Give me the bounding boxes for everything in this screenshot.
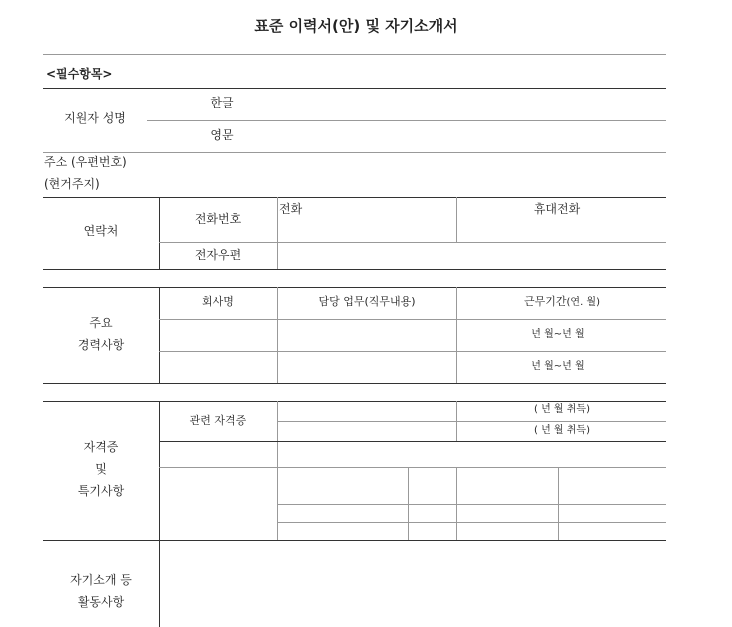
- divider: [43, 88, 666, 89]
- career-company-input[interactable]: [163, 324, 273, 346]
- cert-acquired-date: ( 년 월 취득): [534, 404, 590, 415]
- divider: [43, 401, 666, 402]
- career-period: 년 월~년 월: [531, 361, 585, 372]
- page-title: 표준 이력서(안) 및 자기소개서: [254, 17, 458, 35]
- company-header: 회사명: [202, 295, 234, 308]
- career-company-input[interactable]: [163, 356, 273, 378]
- divider: [43, 197, 666, 198]
- cert-acquired-date: ( 년 월 취득): [534, 425, 590, 436]
- address-sub-label: (현거주지): [44, 177, 100, 191]
- period-header: [524, 296, 600, 308]
- divider: [277, 197, 278, 269]
- career-duty-input[interactable]: [281, 324, 451, 346]
- divider: [277, 287, 278, 383]
- divider: [159, 197, 160, 269]
- section-required-heading: <필수항목>: [46, 67, 113, 81]
- divider: [43, 540, 666, 541]
- self-intro-label-line1: 자기소개 등: [70, 573, 132, 587]
- career-duty-input[interactable]: [281, 356, 451, 378]
- english-name-label: 영문: [210, 128, 234, 142]
- period-unit: (연. 월): [566, 297, 600, 308]
- divider: [159, 351, 666, 352]
- divider: [43, 152, 666, 153]
- divider: [277, 504, 666, 505]
- divider: [277, 522, 666, 523]
- phone-input[interactable]: [280, 219, 450, 239]
- divider: [159, 540, 160, 627]
- self-intro-label-line2: 활동사항: [77, 595, 125, 609]
- divider: [159, 287, 160, 383]
- divider: [159, 319, 666, 320]
- qualification-label-line1: 자격증: [83, 440, 119, 454]
- career-label-line2: 경력사항: [77, 338, 125, 352]
- cert-name-input[interactable]: [281, 424, 451, 440]
- divider: [159, 467, 666, 468]
- career-period: 년 월~년 월: [531, 329, 585, 340]
- divider: [277, 421, 666, 422]
- related-cert-label: 관련 자격증: [189, 414, 247, 427]
- divider: [456, 197, 457, 242]
- address-label: 주소 (우편번호): [44, 155, 127, 169]
- divider: [43, 269, 666, 270]
- korean-name-input[interactable]: [260, 92, 660, 116]
- qualification-label-line3: 특기사항: [77, 484, 125, 498]
- divider: [147, 120, 666, 121]
- divider: [159, 242, 666, 243]
- career-label-line1: 주요: [89, 316, 113, 330]
- mobile-phone-label: 휴대전화: [533, 202, 581, 216]
- self-intro-textarea[interactable]: [165, 546, 660, 622]
- divider: [159, 401, 160, 540]
- english-name-input[interactable]: [260, 124, 660, 148]
- email-label: 전자우편: [194, 248, 242, 262]
- qualification-label-line2: 및: [95, 462, 107, 476]
- top-divider: [43, 54, 666, 55]
- applicant-name-label: 지원자 성명: [64, 111, 126, 125]
- period-header-label: 근무기간: [524, 295, 567, 308]
- email-input[interactable]: [282, 246, 660, 266]
- cert-name-input[interactable]: [281, 403, 451, 419]
- divider: [159, 441, 666, 442]
- divider: [456, 287, 457, 383]
- address-input[interactable]: [160, 160, 660, 190]
- divider: [43, 287, 666, 288]
- phone-field-label: 전화: [279, 202, 303, 216]
- duty-header: 담당 업무(직무내용): [318, 295, 416, 308]
- contact-label: 연락처: [83, 224, 119, 238]
- divider: [43, 383, 666, 384]
- korean-name-label: 한글: [210, 96, 234, 110]
- phone-number-label: 전화번호: [194, 212, 242, 226]
- mobile-input[interactable]: [460, 219, 660, 239]
